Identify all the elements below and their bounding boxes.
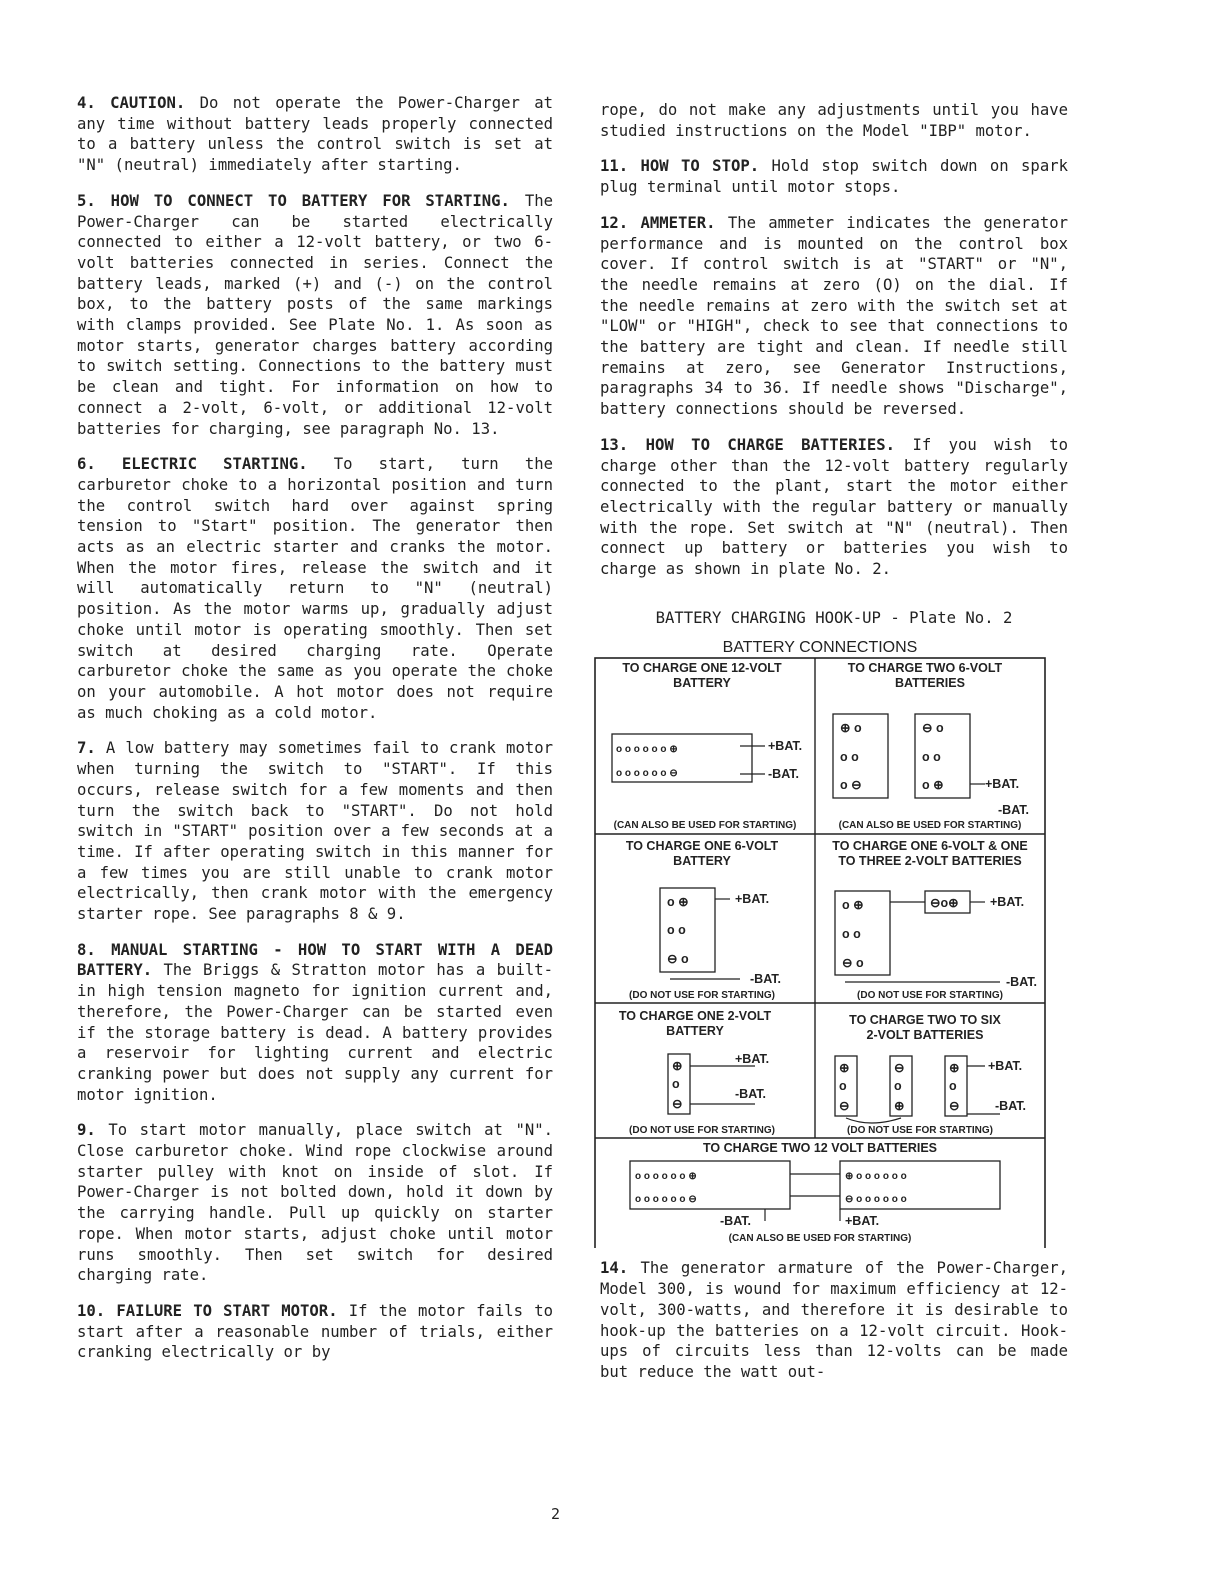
- paragraph-body: The Briggs & Stratton motor has a built-in high tension magneto for ignition current and, therefore, the Power-Charger can be started even if the storage battery is dead. A battery provides a reservoir for lighting current and electric cranking power but does not supply any current for motor ignition.: [77, 961, 553, 1104]
- cell-title: TO CHARGE TWO TO SIX: [849, 1013, 1001, 1028]
- pos-bat-label: +BAT.: [735, 1052, 770, 1067]
- svg-text:o: o: [894, 1079, 902, 1094]
- paragraph-10: [77, 1301, 553, 1363]
- cell-one-2-volt: [619, 1009, 775, 1136]
- page-number: 2: [551, 1505, 561, 1523]
- svg-text:⊕: ⊕: [894, 1099, 905, 1114]
- right-column: [600, 100, 1068, 1398]
- paragraph-5: [77, 191, 553, 439]
- cell-note: (DO NOT USE FOR STARTING): [629, 1125, 775, 1137]
- neg-bat-label: -BAT.: [1006, 975, 1038, 990]
- cell-title: TO CHARGE ONE 2-VOLT: [618, 1009, 772, 1024]
- cell-title: BATTERY: [673, 676, 731, 691]
- left-column: [77, 93, 553, 1378]
- cell-title: TO CHARGE TWO 12 VOLT BATTERIES: [702, 1141, 938, 1156]
- paragraph-heading: 10. FAILURE TO START MOTOR.: [77, 1301, 338, 1320]
- paragraph-body: The generator armature of the Power-Charger, Model 300, is wound for maximum efficiency at 12-volt, 300-watts, and therefore it is desirable to hook-up the batteries on a 12-volt circuit. Hook-ups of circuits less than 12-volts can be made but reduce the watt out-: [600, 1259, 1068, 1381]
- neg-bat-label: -BAT.: [998, 803, 1030, 818]
- cell-posts: o o o o o o ⊖: [616, 768, 678, 780]
- paragraph-9: [77, 1120, 553, 1286]
- svg-text:⊖ o: ⊖ o: [922, 721, 944, 736]
- neg-bat-label: -BAT.: [995, 1099, 1027, 1114]
- paragraph-10-continued: [600, 100, 1068, 141]
- diagram-heading: BATTERY CONNECTIONS: [722, 639, 918, 657]
- cell-title: BATTERY: [666, 1024, 724, 1039]
- svg-text:o o: o o: [922, 750, 941, 765]
- svg-text:⊖: ⊖: [894, 1061, 905, 1076]
- cell-note: (CAN ALSO BE USED FOR STARTING): [728, 1233, 912, 1245]
- svg-text:⊖: ⊖: [839, 1099, 850, 1114]
- cell-title: BATTERY: [673, 854, 731, 869]
- paragraph-body: A low battery may sometimes fail to crank motor when turning the switch to "START". If this occurs, release switch for a few moments and then turn the switch back to "START". Do not hold switch in "START" position over a few seconds at a time. If after operating switch in this manner for a few times you are still unable to crank motor electrically, then crank motor with the emergency starter rope. See paragraphs 8 & 9.: [77, 739, 553, 924]
- svg-text:o ⊕: o ⊕: [922, 778, 944, 793]
- cell-title: TO CHARGE TWO 6-VOLT: [847, 661, 1003, 676]
- cell-note: (DO NOT USE FOR STARTING): [629, 990, 775, 1002]
- paragraph-body: If you wish to charge other than the 12-volt battery regularly connected to the plant, start the motor either electrically with the regular battery or manually with the rope. Set switch at "N" (neutral). Then connect up battery or batteries you wish to charge as shown in plate No. 2.: [600, 435, 1069, 579]
- paragraph-heading: 5. HOW TO CONNECT TO BATTERY FOR STARTING.: [77, 191, 510, 210]
- cell-title: TO CHARGE ONE 6-VOLT & ONE: [832, 839, 1028, 854]
- svg-text:o o: o o: [842, 927, 861, 942]
- neg-bat-label: -BAT.: [720, 1214, 752, 1229]
- paragraph-heading: 11. HOW TO STOP.: [600, 157, 760, 176]
- svg-text:⊕: ⊕: [949, 1061, 960, 1076]
- svg-text:⊕ o o o o o o: ⊕ o o o o o o: [845, 1171, 907, 1183]
- cell-one-6-volt: [626, 839, 781, 1001]
- paragraph-heading: 14.: [600, 1259, 629, 1278]
- neg-bat-label: -BAT.: [735, 1087, 767, 1102]
- paragraph-11: [600, 156, 1068, 197]
- paragraph-body: If the motor fails to start after a reasonable number of trials, either cranking electrically or by: [77, 1301, 554, 1362]
- svg-text:o ⊖: o ⊖: [840, 778, 862, 793]
- svg-text:o: o: [949, 1079, 957, 1094]
- battery-connections-diagram: [590, 636, 1050, 1248]
- paragraph-heading: 4. CAUTION.: [77, 94, 186, 112]
- cell-note: (CAN ALSO BE USED FOR STARTING): [838, 820, 1022, 832]
- paragraph-8: [77, 940, 553, 1106]
- paragraph-heading: 12. AMMETER.: [600, 213, 716, 232]
- paragraph-body: The ammeter indicates the generator performance and is mounted on the control box cover. If control switch is at "START" or "N", the needle remains at zero (O) on the dial. If the needle remains at zero with the switch set at "LOW" or "HIGH", check to see that connections to the battery are tight and clean. If needle still remains at zero, see Generator Instructions, paragraphs 34 to 36. If needle shows "Discharge", battery connections should be reversed.: [600, 213, 1068, 419]
- paragraph-12: [600, 213, 1068, 420]
- pos-bat-label: +BAT.: [768, 739, 803, 754]
- paragraph-heading: 7.: [77, 739, 96, 758]
- paragraph-4: [77, 93, 553, 176]
- cell-two-6-volt: [833, 661, 1029, 831]
- svg-text:o o o o o o ⊖: o o o o o o ⊖: [635, 1194, 697, 1206]
- svg-text:o o o o o o ⊕: o o o o o o ⊕: [635, 1171, 697, 1183]
- svg-text:⊕ o: ⊕ o: [840, 721, 862, 736]
- paragraph-body: To start motor manually, place switch at "N". Close carburetor choke. Wind rope clockwise around starter pulley with knot on inside of slot. If Power-Charger is not bolted down, hold it down by the carrying handle. Pull up quickly on starter rope. When motor starts, adjust choke until motor runs smoothly. Then set switch for desired charging rate.: [77, 1121, 553, 1285]
- cell-note: (CAN ALSO BE USED FOR STARTING): [613, 820, 797, 832]
- paragraph-body: rope, do not make any adjustments until you have studied instructions on the Model "IBP" motor.: [600, 101, 1068, 140]
- paragraph-14: [600, 1258, 1068, 1382]
- paragraph-body: Hold stop switch down on spark plug terminal until motor stops.: [600, 157, 1068, 197]
- cell-two-12-volt: [630, 1141, 1000, 1244]
- cell-two-to-six-2-volt: [835, 1013, 1026, 1136]
- cell-one-12-volt: [612, 661, 802, 831]
- plate-title: BATTERY CHARGING HOOK-UP - Plate No. 2: [655, 608, 1013, 627]
- cell-note: (DO NOT USE FOR STARTING): [857, 990, 1003, 1002]
- cell-title: TO THREE 2-VOLT BATTERIES: [838, 854, 1022, 869]
- svg-text:o o: o o: [667, 923, 686, 938]
- pos-bat-label: +BAT.: [990, 895, 1025, 910]
- svg-text:o o: o o: [840, 750, 859, 765]
- pos-bat-label: +BAT.: [735, 892, 770, 907]
- paragraph-heading: 9.: [77, 1121, 96, 1140]
- paragraph-7: [77, 738, 553, 924]
- svg-text:o ⊕: o ⊕: [842, 898, 864, 913]
- pos-bat-label: +BAT.: [988, 1059, 1023, 1074]
- cell-posts: o o o o o o ⊕: [616, 744, 678, 756]
- svg-text:⊖: ⊖: [949, 1099, 960, 1114]
- paragraph-13: [600, 435, 1068, 580]
- svg-text:⊖ o: ⊖ o: [667, 952, 689, 967]
- svg-text:⊕: ⊕: [839, 1061, 850, 1076]
- pos-bat-label: +BAT.: [985, 777, 1020, 792]
- cell-6-volt-and-2-volt: [832, 839, 1037, 1001]
- paragraph-6: [77, 454, 553, 723]
- svg-text:o ⊕: o ⊕: [667, 895, 689, 910]
- neg-bat-label: -BAT.: [750, 972, 782, 987]
- svg-text:⊖: ⊖: [672, 1097, 683, 1112]
- svg-text:⊖ o: ⊖ o: [842, 956, 864, 971]
- paragraph-heading: 6. ELECTRIC STARTING.: [77, 455, 308, 474]
- paragraph-heading: 8. MANUAL STARTING - HOW TO START WITH A DEAD BATTERY.: [77, 940, 553, 980]
- neg-bat-label: -BAT.: [768, 767, 800, 782]
- svg-text:⊖o⊕: ⊖o⊕: [930, 896, 959, 911]
- svg-text:o: o: [672, 1077, 680, 1092]
- paragraph-heading: 13. HOW TO CHARGE BATTERIES.: [600, 435, 896, 454]
- svg-text:o: o: [839, 1079, 847, 1094]
- cell-note: (DO NOT USE FOR STARTING): [847, 1125, 993, 1137]
- cell-title: TO CHARGE ONE 6-VOLT: [625, 839, 779, 854]
- cell-title: BATTERIES: [895, 676, 965, 691]
- pos-bat-label: +BAT.: [845, 1214, 880, 1229]
- paragraph-body: The Power-Charger can be started electrically connected to either a 12-volt battery, or two 6-volt batteries connected in series. Connect the battery leads, marked (+) and (-) on the control box, to the battery posts of the same markings with clamps provided. See Plate No. 1. As soon as motor starts, generator charges battery according to switch setting. Connections to the battery must be clean and tight. For information on how to connect a 2-volt, 6-volt, or additional 12-volt batteries for charging, see paragraph No. 13.: [77, 191, 553, 438]
- paragraph-body: Do not operate the Power-Charger at any time without battery leads properly connected to a battery unless the control switch is set at "N" (neutral) immediately after starting.: [77, 94, 553, 175]
- cell-title: 2-VOLT BATTERIES: [866, 1028, 984, 1043]
- paragraph-body: To start, turn the carburetor choke to a horizontal position and turn the control switch hard over against spring tension to "Start" position. The generator then acts as an electric starter and cranks the motor. When the motor fires, release the switch and it will automatically return to "N" (neutral) position. As the motor warms up, gradually adjust choke until motor is operating smoothly. Then set switch at desired charging rate. Operate carburetor choke the same as you operate the choke on your automobile. A hot motor does not require as much choking as a cold motor.: [77, 455, 553, 722]
- svg-text:⊕: ⊕: [672, 1059, 683, 1074]
- cell-title: TO CHARGE ONE 12-VOLT: [622, 661, 782, 676]
- svg-text:⊖ o o o o o o: ⊖ o o o o o o: [845, 1194, 907, 1206]
